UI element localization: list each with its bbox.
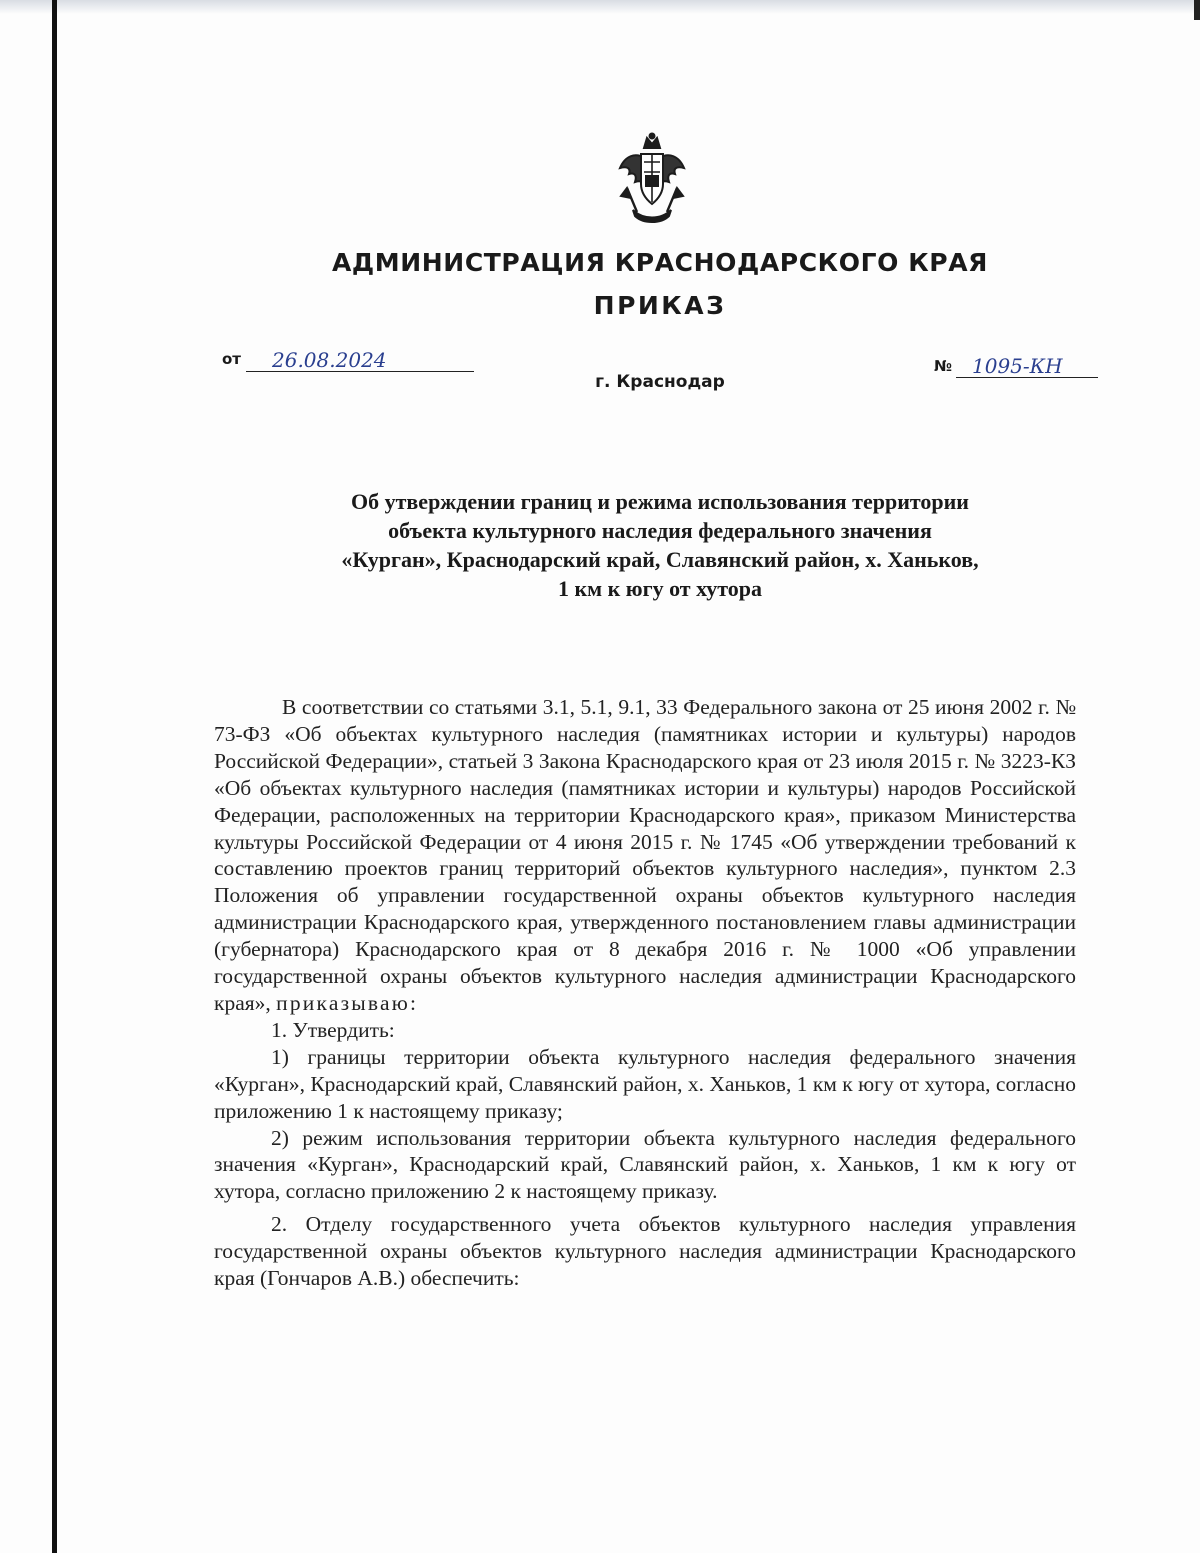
document-body: [214, 694, 1076, 1292]
organization-title: АДМИНИСТРАЦИЯ КРАСНОДАРСКОГО КРАЯ: [331, 248, 989, 277]
clause-1-2: 2) режим использования территории объекта культурного наследия федерального значения «Курган», Краснодарский край, Славянский район, х. Ханьков, 1 км к югу от хутора, согласно приложению 2 к настоящему приказу.: [214, 1125, 1076, 1204]
subject-line: 1 км к югу от хутора: [557, 576, 763, 601]
intro-paragraph: [214, 694, 1076, 1017]
subject-line: «Курган», Краснодарский край, Славянский район, х. Ханьков,: [341, 547, 979, 572]
subject-line: объекта культурного наследия федерального значения: [388, 518, 932, 543]
order-word: приказываю:: [276, 990, 419, 1015]
scan-top-edge: [0, 0, 1200, 14]
date-label: от: [222, 350, 241, 368]
date-value: 26.08.2024: [246, 348, 474, 372]
scan-left-edge: [52, 0, 57, 1553]
clause-2: 2. Отделу государственного учета объектов культурного наследия управления государственной охраны объектов культурного наследия администрации Краснодарского края (Гончаров А.В.) обеспечить:: [214, 1212, 1076, 1291]
intro-text: В соответствии со статьями 3.1, 5.1, 9.1, 33 Федерального закона от 25 июня 2002 г. № 73-ФЗ «Об объектах культурного наследия (памятниках истории и культуры) народов Российской Федерации», статьей 3 Закона Краснодарского края от 23 июля 2015 г. № 3223-КЗ «Об объектах культурного наследия (памятниках истории и культуры) народов Российской Федерации, расположенных на территории Краснодарского края», приказом Министерства культуры Российской Федерации от 4 июня 2015 г. № 1745 «Об утверждении требований к составлению проектов границ территорий объектов культурного наследия», пунктом 2.3 Положения об управлении государственной охраны объектов культурного наследия администрации Краснодарского края, утвержденного постановлением главы администрации (губернатора) Краснодарского края от 8 декабря 2016 г. № 1000 «Об управлении государственной охраны объектов культурного наследия администрации Краснодарского края»,: [214, 695, 1076, 1015]
coat-of-arms-icon: [617, 132, 687, 224]
scan-corner-mark: [1194, 0, 1200, 20]
number-value: 1095-КН: [956, 354, 1098, 378]
clause-1-1: 1) границы территории объекта культурного наследия федерального значения «Курган», Краснодарский край, Славянский район, х. Ханьков, 1 км к югу от хутора, согласно приложению 1 к настоящему приказу;: [214, 1044, 1076, 1123]
document-subject: [240, 487, 1080, 603]
city-name: г. Краснодар: [595, 372, 725, 392]
subject-line: Об утверждении границ и режима использования территории: [351, 489, 969, 514]
number-label: №: [934, 357, 953, 375]
document-type: ПРИКАЗ: [593, 291, 727, 320]
clause-1: 1. Утвердить:: [271, 1017, 395, 1042]
